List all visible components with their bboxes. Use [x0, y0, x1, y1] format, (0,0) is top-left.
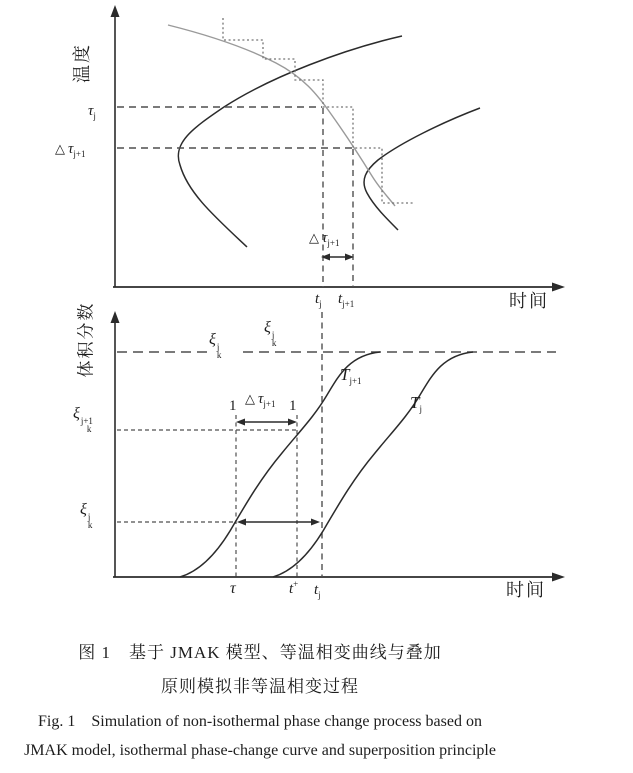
- xi-j1-k-label: ξ j+1 k: [73, 405, 93, 434]
- delta-tau-axis-label: △ $\tau_{j+1}$: [55, 141, 86, 159]
- caption-zh-line2: 原则模拟非等温相变过程: [161, 677, 359, 696]
- triangle-icon: △: [245, 391, 255, 406]
- staircase-approximation: [223, 18, 413, 203]
- triangle-icon: △: [55, 141, 65, 156]
- bottom-y-axis-title-text: 体积分数: [76, 301, 96, 377]
- arrow-right-icon: [311, 519, 320, 526]
- caption-en-line1: Fig. 1 Simulation of non-isothermal phase change process based on: [38, 713, 482, 730]
- sigmoid-T-j: [273, 352, 473, 577]
- ttt-c-curve-1: [178, 36, 402, 247]
- xi-j-k-low-label: ξ j k: [80, 501, 93, 530]
- bottom-y-axis-title: [42, 297, 126, 381]
- caption-zh-line1: 图 1 基于 JMAK 模型、等温相变曲线与叠加: [78, 643, 442, 662]
- bottom-x-axis-arrow-icon: [552, 573, 565, 582]
- one-left-label: 1: [229, 398, 237, 414]
- xi-line-label-1: ξ j k: [209, 331, 222, 360]
- cooling-curve: [168, 25, 395, 206]
- triangle-icon: △: [309, 230, 319, 245]
- top-y-axis-title-text: 温度: [72, 43, 92, 83]
- tau-axis-label: τ: [230, 580, 236, 597]
- T-j-curve-label: $T_j$: [410, 393, 422, 414]
- delta-tau-gap-label: △ $\tau_{j+1}$: [309, 230, 340, 248]
- t-j1-top-label: $t_{j+1}$: [338, 291, 355, 309]
- t-j-top-label: $t_j$: [315, 291, 322, 309]
- bottom-x-axis-title: 时间: [506, 580, 546, 600]
- top-y-axis-title: [46, 28, 116, 98]
- tau-j-label: $\tau_j$: [88, 103, 96, 121]
- t-plus-label: t+: [289, 579, 299, 597]
- caption-en-line2: JMAK model, isothermal phase-change curve and superposition principle: [24, 742, 496, 759]
- arrow-left-icon: [237, 519, 246, 526]
- T-j1-curve-label: $T_{j+1}$: [340, 365, 362, 386]
- one-right-label: 1: [289, 398, 297, 414]
- top-x-axis-arrow-icon: [552, 283, 565, 292]
- xi-line-label-2: ξ j k: [264, 319, 277, 348]
- arrow-left-icon: [236, 419, 245, 426]
- delta-tau-bottom-label: △ $\tau_{j+1}$: [245, 391, 276, 409]
- top-x-axis-title: 时间: [509, 291, 549, 311]
- arrow-right-icon: [288, 419, 297, 426]
- top-y-axis-arrow-icon: [111, 5, 120, 17]
- t-j-bottom-label: $t_j$: [314, 582, 321, 600]
